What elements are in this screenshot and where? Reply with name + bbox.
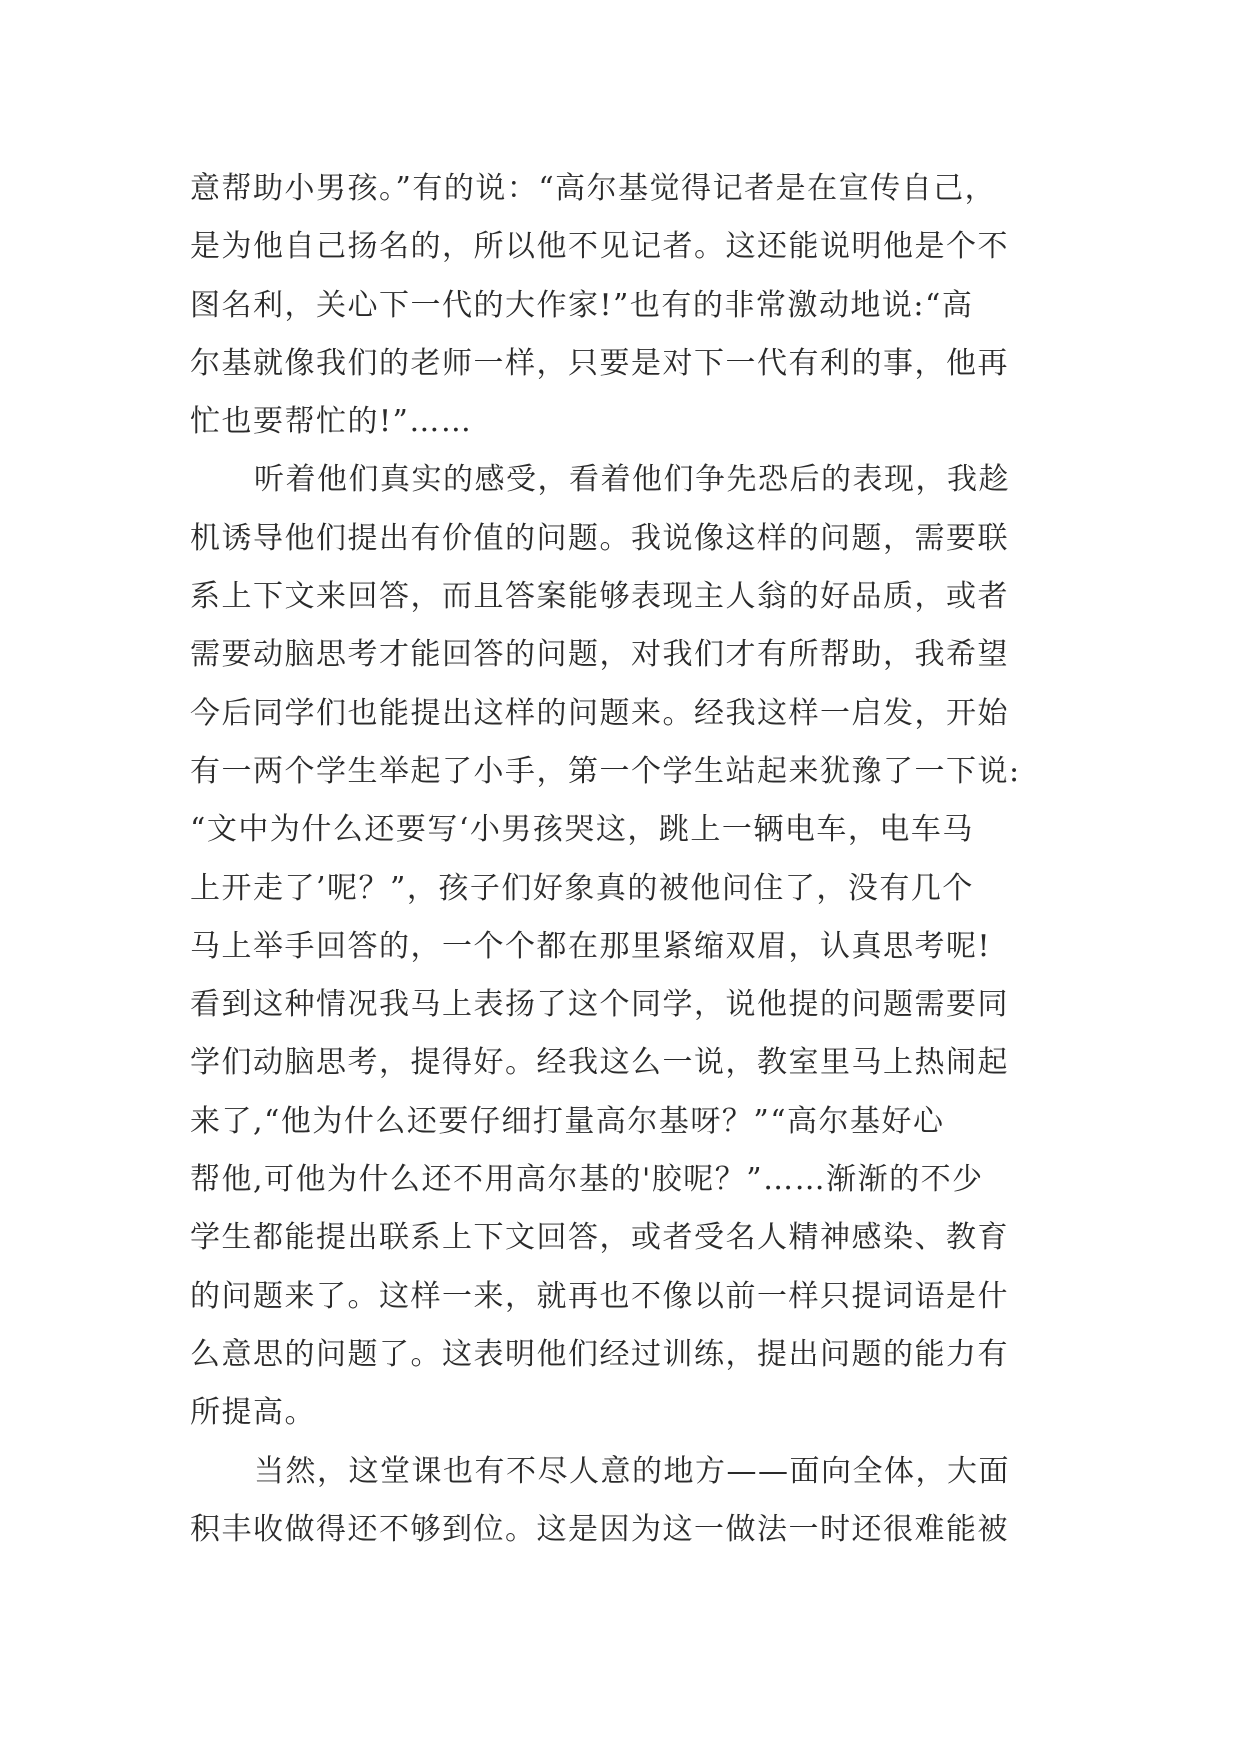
text-line: 么意思的问题了。这表明他们经过训练，提出问题的能力有 bbox=[190, 1336, 1009, 1372]
text-line: 机诱导他们提出有价值的问题。我说像这样的问题，需要联 bbox=[190, 520, 1009, 556]
text-line: 有一两个学生举起了小手，第一个学生站起来犹豫了一下说: bbox=[190, 753, 1021, 789]
text-line: 积丰收做得还不够到位。这是因为这一做法一时还很难能被 bbox=[190, 1511, 1009, 1547]
text-line: 尔基就像我们的老师一样，只要是对下一代有利的事，他再 bbox=[190, 345, 1009, 381]
text-line: 所提高。 bbox=[190, 1395, 316, 1431]
text-line: 来了,“他为什么还要仔细打量高尔基呀？”“高尔基好心 bbox=[190, 1103, 945, 1139]
text-line: “文中为什么还要写‘小男孩哭这，跳上一辆电车，电车马 bbox=[190, 812, 974, 848]
text-line: 马上举手回答的，一个个都在那里紧缩双眉，认真思考呢! bbox=[190, 928, 992, 964]
text-line: 系上下文来回答，而且答案能够表现主人翁的好品质，或者 bbox=[190, 579, 1009, 615]
text-line: 的问题来了。这样一来，就再也不像以前一样只提词语是什 bbox=[190, 1278, 1009, 1314]
text-line: 学生都能提出联系上下文回答，或者受名人精神感染、教育 bbox=[190, 1220, 1009, 1256]
text-line: 学们动脑思考，提得好。经我这么一说，教室里马上热闹起 bbox=[190, 1045, 1009, 1081]
text-line: 看到这种情况我马上表扬了这个同学，说他提的问题需要同 bbox=[190, 987, 1009, 1023]
text-line: 图名利，关心下一代的大作家!”也有的非常激动地说:“高 bbox=[190, 287, 974, 323]
body-text bbox=[190, 160, 1050, 1559]
text-line: 上开走了’呢？”，孩子们好象真的被他问住了，没有几个 bbox=[190, 870, 974, 906]
text-line: 帮他,可他为什么还不用高尔基的'胶呢？”……渐渐的不少 bbox=[190, 1162, 984, 1198]
text-line: 听着他们真实的感受，看着他们争先恐后的表现，我趁 bbox=[254, 462, 1010, 498]
text-line: 当然，这堂课也有不尽人意的地方——面向全体，大面 bbox=[254, 1453, 1010, 1489]
text-line: 是为他自己扬名的，所以他不见记者。这还能说明他是个不 bbox=[190, 229, 1009, 265]
text-line: 忙也要帮忙的!”…… bbox=[190, 404, 473, 440]
text-line: 需要动脑思考才能回答的问题，对我们才有所帮助，我希望 bbox=[190, 637, 1009, 673]
text-line: 今后同学们也能提出这样的问题来。经我这样一启发，开始 bbox=[190, 695, 1009, 731]
text-line: 意帮助小男孩。”有的说：“高尔基觉得记者是在宣传自己， bbox=[190, 171, 997, 206]
